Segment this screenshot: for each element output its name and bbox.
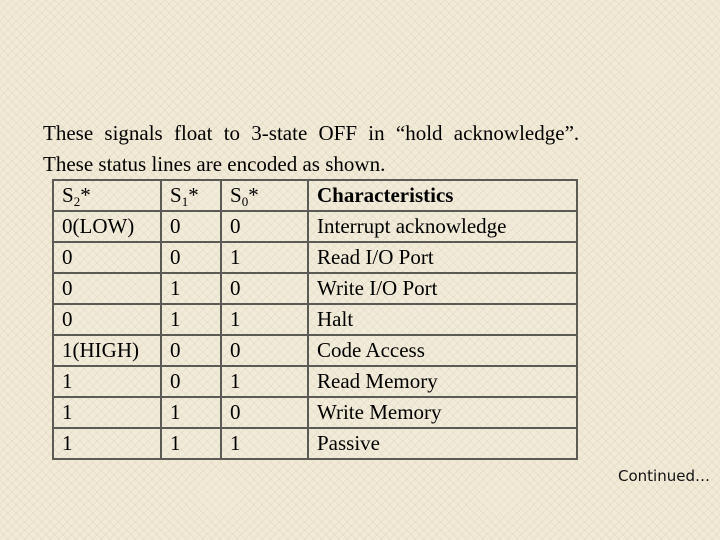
header-s0-star: * xyxy=(248,183,259,207)
header-s1-base: S xyxy=(170,183,182,207)
cell-s1: 0 xyxy=(161,335,221,366)
cell-s2: 1(HIGH) xyxy=(53,335,161,366)
cell-s2: 0 xyxy=(53,273,161,304)
cell-characteristic: Passive xyxy=(308,428,577,459)
cell-s2: 0 xyxy=(53,304,161,335)
cell-s1: 1 xyxy=(161,273,221,304)
cell-characteristic: Interrupt acknowledge xyxy=(308,211,577,242)
cell-s1: 1 xyxy=(161,397,221,428)
table-row xyxy=(53,366,577,397)
cell-s2: 1 xyxy=(53,397,161,428)
cell-s2: 0 xyxy=(53,242,161,273)
cell-s1: 1 xyxy=(161,428,221,459)
header-s2-base: S xyxy=(62,183,74,207)
cell-s1: 0 xyxy=(161,242,221,273)
cell-s2: 1 xyxy=(53,428,161,459)
table-row xyxy=(53,273,577,304)
cell-s1: 0 xyxy=(161,366,221,397)
header-s2-star: * xyxy=(80,183,91,207)
cell-s1: 1 xyxy=(161,304,221,335)
intro-line-1: These signals float to 3-state OFF in “hold acknowledge”. xyxy=(43,121,580,145)
header-s1 xyxy=(161,180,221,211)
cell-s0: 1 xyxy=(221,304,308,335)
cell-characteristic: Read Memory xyxy=(308,366,577,397)
cell-s2: 0(LOW) xyxy=(53,211,161,242)
cell-characteristic: Read I/O Port xyxy=(308,242,577,273)
header-characteristics: Characteristics xyxy=(308,180,577,211)
header-s0-sub: 0 xyxy=(241,194,249,209)
header-s1-star: * xyxy=(188,183,199,207)
cell-s0: 0 xyxy=(221,335,308,366)
cell-characteristic: Write I/O Port xyxy=(308,273,577,304)
cell-characteristic: Halt xyxy=(308,304,577,335)
table-row xyxy=(53,335,577,366)
cell-s0: 0 xyxy=(221,397,308,428)
table-row xyxy=(53,397,577,428)
cell-s0: 0 xyxy=(221,273,308,304)
table-row xyxy=(53,428,577,459)
header-s0 xyxy=(221,180,308,211)
cell-s0: 1 xyxy=(221,366,308,397)
table-row xyxy=(53,304,577,335)
table-header-row xyxy=(53,180,577,211)
table-row xyxy=(53,211,577,242)
cell-characteristic: Code Access xyxy=(308,335,577,366)
table-row xyxy=(53,242,577,273)
cell-s0: 1 xyxy=(221,428,308,459)
status-encoding-table xyxy=(52,179,578,460)
continued-note: Continued… xyxy=(618,467,710,485)
cell-s0: 0 xyxy=(221,211,308,242)
cell-s1: 0 xyxy=(161,211,221,242)
header-s2 xyxy=(53,180,161,211)
cell-s2: 1 xyxy=(53,366,161,397)
header-s0-base: S xyxy=(230,183,242,207)
cell-characteristic: Write Memory xyxy=(308,397,577,428)
header-s2-sub: 2 xyxy=(73,194,81,209)
cell-s0: 1 xyxy=(221,242,308,273)
intro-line-2: These status lines are encoded as shown. xyxy=(43,152,386,176)
slide-body-text xyxy=(43,118,683,180)
header-s1-sub: 1 xyxy=(181,194,189,209)
